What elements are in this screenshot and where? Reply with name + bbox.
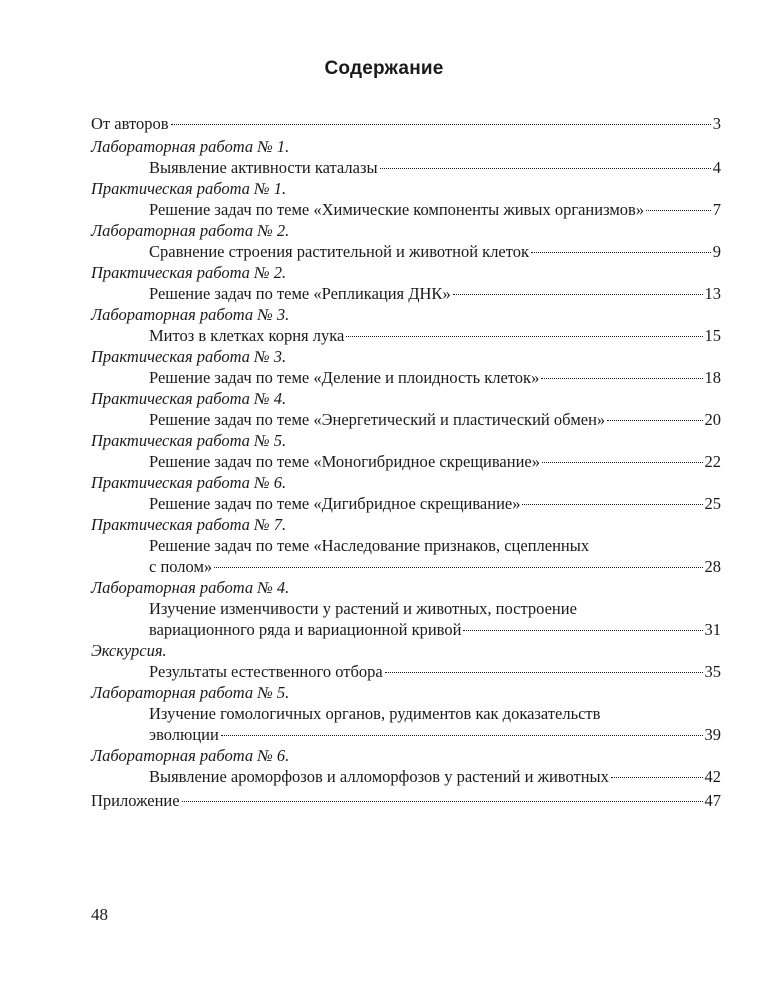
- toc-page-number: 18: [704, 368, 721, 387]
- toc-page-number: 39: [704, 725, 721, 744]
- toc-entry[interactable]: [91, 703, 721, 745]
- toc-entry[interactable]: [91, 283, 721, 304]
- toc-entry-appendix[interactable]: [91, 790, 721, 811]
- toc-section-heading: Практическая работа № 5.: [91, 431, 287, 450]
- toc-section-heading: Экскурсия.: [91, 641, 167, 660]
- toc-entry-title: Выявление ароморфозов и алломорфозов у растений и животных: [149, 767, 609, 786]
- toc-group: [91, 388, 721, 430]
- toc-entry-title-line: Изучение гомологичных органов, рудиментов как доказательств: [149, 704, 601, 723]
- toc-entry-title: эволюции: [149, 725, 219, 744]
- toc-entry-title: с полом»: [149, 557, 213, 576]
- toc-entry-last-line: [149, 619, 721, 640]
- toc-entry-title-line: Решение задач по теме «Наследование признаков, сцепленных: [149, 536, 590, 555]
- toc-entry-last-line: [149, 724, 721, 745]
- toc-page-number: 13: [704, 284, 721, 303]
- dot-leader: [522, 504, 702, 505]
- toc-entry-title: Решение задач по теме «Дигибридное скрещивание»: [149, 494, 521, 513]
- toc-group: [91, 640, 721, 682]
- dot-leader: [221, 735, 703, 736]
- toc-group: [91, 178, 721, 220]
- toc-entry-title: Приложение: [91, 791, 180, 810]
- toc-group: [91, 430, 721, 472]
- toc-group: [91, 220, 721, 262]
- toc-group: [91, 262, 721, 304]
- dot-leader: [646, 210, 711, 211]
- toc-section-heading: Лабораторная работа № 6.: [91, 746, 290, 765]
- page-title: Содержание: [324, 58, 444, 79]
- dot-leader: [171, 124, 711, 125]
- dot-leader: [607, 420, 702, 421]
- toc-group: [91, 304, 721, 346]
- toc-entry-title: Решение задач по теме «Моногибридное скрещивание»: [149, 452, 540, 471]
- toc-section-heading: Лабораторная работа № 3.: [91, 305, 290, 324]
- dot-leader: [453, 294, 703, 295]
- toc-entry-intro[interactable]: [91, 113, 721, 134]
- dot-leader: [611, 777, 703, 778]
- toc-entry-last-line: [149, 556, 721, 577]
- dot-leader: [182, 801, 703, 802]
- dot-leader: [542, 462, 703, 463]
- dot-leader: [214, 567, 702, 568]
- toc-section-heading: Практическая работа № 2.: [91, 263, 287, 282]
- toc-group: [91, 346, 721, 388]
- toc-section-heading: Практическая работа № 6.: [91, 473, 287, 492]
- toc-entry[interactable]: [91, 157, 721, 178]
- toc-page-number: 47: [704, 791, 721, 810]
- toc-group: [91, 577, 721, 640]
- toc-entry-title: Решение задач по теме «Химические компоненты живых организмов»: [149, 200, 645, 219]
- toc-page-number: 7: [712, 200, 721, 219]
- toc-entry[interactable]: [91, 661, 721, 682]
- toc-entry[interactable]: [91, 241, 721, 262]
- toc-section-heading: Лабораторная работа № 5.: [91, 683, 290, 702]
- toc-page-number: 25: [704, 494, 721, 513]
- toc-entry[interactable]: [91, 409, 721, 430]
- toc-page-number: 31: [704, 620, 721, 639]
- dot-leader: [380, 168, 711, 169]
- toc-entry[interactable]: [91, 367, 721, 388]
- toc-entry[interactable]: [91, 451, 721, 472]
- toc-entry-title: От авторов: [91, 114, 169, 133]
- toc-entry-title: вариационного ряда и вариационной кривой: [149, 620, 462, 639]
- table-of-contents: [91, 113, 721, 811]
- dot-leader: [463, 630, 702, 631]
- toc-entry[interactable]: [91, 493, 721, 514]
- toc-group: [91, 745, 721, 787]
- toc-entry[interactable]: [91, 598, 721, 640]
- toc-section-heading: Практическая работа № 4.: [91, 389, 287, 408]
- toc-entry-title: Решение задач по теме «Репликация ДНК»: [149, 284, 451, 303]
- toc-page-number: 35: [704, 662, 721, 681]
- toc-section-heading: Практическая работа № 1.: [91, 179, 287, 198]
- toc-entry-title-line: Изучение изменчивости у растений и животных, построение: [149, 599, 577, 618]
- toc-entry[interactable]: [91, 535, 721, 577]
- toc-page-number: 20: [704, 410, 721, 429]
- toc-group: [91, 514, 721, 577]
- toc-section-heading: Практическая работа № 7.: [91, 515, 287, 534]
- toc-page-number: 9: [712, 242, 721, 261]
- toc-entry[interactable]: [91, 199, 721, 220]
- toc-entry-title: Результаты естественного отбора: [149, 662, 383, 681]
- toc-page-number: 28: [704, 557, 721, 576]
- toc-entry-title: Митоз в клетках корня лука: [149, 326, 345, 345]
- toc-entry-title: Решение задач по теме «Деление и плоидность клеток»: [149, 368, 540, 387]
- page-number: 48: [91, 905, 108, 924]
- toc-page-number: 15: [704, 326, 721, 345]
- dot-leader: [541, 378, 702, 379]
- toc-entry-title: Сравнение строения растительной и животной клеток: [149, 242, 530, 261]
- toc-section-heading: Лабораторная работа № 4.: [91, 578, 290, 597]
- toc-group: [91, 682, 721, 745]
- dot-leader: [385, 672, 703, 673]
- toc-page-number: 3: [712, 114, 721, 133]
- toc-page-number: 4: [712, 158, 721, 177]
- dot-leader: [346, 336, 702, 337]
- toc-section-heading: Лабораторная работа № 1.: [91, 137, 290, 156]
- toc-entry-title: Выявление активности каталазы: [149, 158, 378, 177]
- toc-entry[interactable]: [91, 325, 721, 346]
- toc-entry[interactable]: [91, 766, 721, 787]
- toc-section-heading: Практическая работа № 3.: [91, 347, 287, 366]
- toc-entry-title: Решение задач по теме «Энергетический и пластический обмен»: [149, 410, 606, 429]
- toc-groups: [91, 136, 721, 787]
- toc-page-number: 22: [704, 452, 721, 471]
- toc-page-number: 42: [704, 767, 721, 786]
- toc-group: [91, 136, 721, 178]
- toc-group: [91, 472, 721, 514]
- dot-leader: [531, 252, 711, 253]
- toc-section-heading: Лабораторная работа № 2.: [91, 221, 290, 240]
